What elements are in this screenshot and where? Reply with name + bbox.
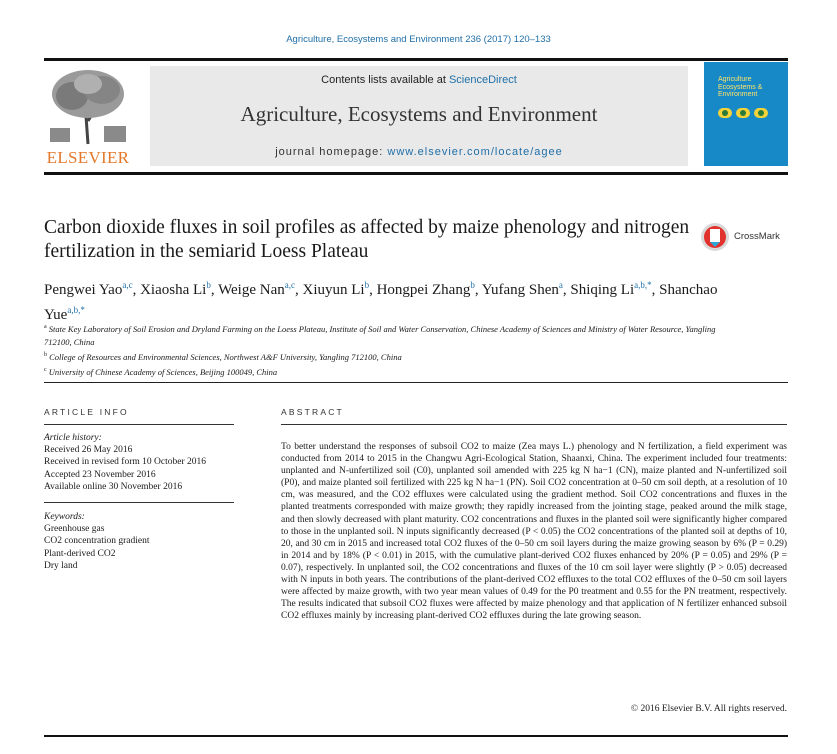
keywords-rule <box>44 502 234 503</box>
homepage-prefix: journal homepage: <box>275 146 388 158</box>
journal-banner <box>150 66 688 166</box>
article-title: Carbon dioxide fluxes in soil profiles as affected by maize phenology and nitrogen fertilization in the semiarid Loess Plateau <box>44 217 690 262</box>
publisher-wordmark: ELSEVIER <box>46 148 130 167</box>
journal-citation[interactable]: Agriculture, Ecosystems and Environment 236 (2017) 120–133 <box>286 34 551 45</box>
author[interactable]: Xiaosha Li$^b$ <box>140 280 211 298</box>
author[interactable]: Shanchao Yue$^{a,b,*}$ <box>44 282 718 323</box>
affiliation: $^c$ University of Chinese Academy of Sciences, Beijing 100049, China <box>44 366 278 377</box>
journal-cover-thumbnail[interactable] <box>704 62 788 166</box>
abstract-body: To better understand the responses of subsoil CO2 to maize (Zea mays L.) phenology and N fertilization, a field experiment was conducted from 2014 to 2015 in the Changwu Agri-Ecological Station, Shaanxi, China. The experiment included four treatments: unplanted and N-unfertilized soil (C0), unplanted soil amended with 225 kg N ha−1 (CN), maize planted and N-unfertilized soil (P0), and maize planted soil fertilized with 225 kg N ha−1 (PN). Soil CO2 concentration at 0–50 cm soil depth, at a resolution of 10 cm, was measured, and the CO2 effluxes were calculated using the gradient method. Soil CO2 concentrations and fluxes in the planted treatments corresponded with maize growth; they rapidly increased from the jointing stage, peaked around the milk stage, and then slowly decreased with plant maturity. CO2 concentrations and fluxes in the planted soil were significantly higher compared to those in the unplanted soil. N inputs significantly decreased (P < 0.05) the CO2 concentrations of the planted soil at depths of 10, 20, and 30 cm in 2015 and increased total CO2 fluxes of the 0–50 cm soil layers during the maize growing season by 6% (P = 0.29) in 2014 and by 18% (P < 0.01) in 2015, with the cumulative plant-derived CO2 fluxes enhanced by 20% (P = 0.05) and 29% (P = 0.07), respectively. In unplanted soil, the CO2 concentrations and fluxes of the 10 cm soil layer were slightly (P > 0.05) decreased with N inputs in both years. The contributions of the plant-derived CO2 effluxes to the total CO2 effluxes of the 0–50 cm soil layers were affected by maize growth, with two year mean values of 0.49 for the P0 treatment and 0.55 for the PN treatment, respectively. The results indicated that subsoil CO2 fluxes were affected by maize phenology and that application of N fertilizer enhanced subsoil CO2 effluxes mainly by increasing plant-derived CO2 effluxes during the late growing season. <box>281 442 787 622</box>
abstract-heading: ABSTRACT <box>281 407 344 417</box>
sciencedirect-link[interactable]: ScienceDirect <box>448 74 517 86</box>
history-item: Available online 30 November 2016 <box>44 481 183 492</box>
keyword[interactable]: Greenhouse gas <box>44 524 105 535</box>
journal-name[interactable]: Agriculture, Ecosystems and Environment <box>240 102 598 126</box>
article-info-rule <box>44 424 234 425</box>
affiliation: $^b$ College of Resources and Environmental Sciences, Northwest A&F University, Yangling 712100, China <box>44 351 402 362</box>
header-rule <box>44 58 788 61</box>
history-item: Received 26 May 2016 <box>44 445 133 456</box>
keywords-label: Keywords: <box>44 512 85 522</box>
history-item: Accepted 23 November 2016 <box>44 469 156 480</box>
author[interactable]: Yufang Shen$^a$ <box>481 280 563 298</box>
crossmark-button[interactable] <box>700 222 790 252</box>
author-list: Pengwei Yao$^{a,c}$, Xiaosha Li$^b$, Weige Nan$^{a,c}$, Xiuyun Li$^b$, Hongpei Zhang$^b$, Yufang Shen$^a$, Shiqing $Li^{a,b,*}$, Shanchao Yue$^{a,b,*}$ <box>44 280 718 323</box>
contents-line <box>150 74 688 86</box>
homepage-line <box>150 146 688 158</box>
author[interactable]: Pengwei Yao$^{a,c}$ <box>44 280 133 298</box>
author[interactable]: Hongpei Zhang$^b$ <box>376 280 475 298</box>
keyword[interactable]: CO2 concentration gradient <box>44 536 150 547</box>
keywords-block <box>44 511 234 572</box>
author[interactable]: Shiqing $Li^{a,b,*}$ <box>570 280 652 298</box>
history-item: Received in revised form 10 October 2016 <box>44 457 206 468</box>
cover-art-icon <box>704 62 788 166</box>
abstract-rule <box>281 424 787 425</box>
affiliations <box>44 321 734 378</box>
crossmark-icon <box>700 222 730 252</box>
page-bottom-rule <box>44 735 788 737</box>
author[interactable]: Weige Nan$^{a,c}$ <box>218 280 295 298</box>
copyright-notice: © 2016 Elsevier B.V. All rights reserved. <box>630 704 787 714</box>
keyword[interactable]: Dry land <box>44 560 78 571</box>
article-info-heading: ARTICLE INFO <box>44 407 129 417</box>
article-history <box>44 432 234 493</box>
section-divider <box>44 382 788 383</box>
header-bottom-rule <box>44 172 788 175</box>
elsevier-logo[interactable] <box>42 66 134 166</box>
cover-title: Agriculture Ecosystems & Environment <box>718 76 763 98</box>
keyword[interactable]: Plant-derived CO2 <box>44 548 116 559</box>
author[interactable]: Xiuyun Li$^b$ <box>302 280 370 298</box>
crossmark-label: CrossMark <box>734 231 780 242</box>
contents-prefix: Contents lists available at <box>321 74 449 86</box>
affiliation: $^a$ State Key Laboratory of Soil Erosion and Dryland Farming on the Loess Plateau, Institute of Soil and Water Conservation, Chinese Academy of Sciences and Ministry of Water Resource, Yangling 712100, China <box>44 323 716 347</box>
tree-icon <box>42 66 134 146</box>
homepage-link[interactable]: www.elsevier.com/locate/agee <box>387 146 563 158</box>
history-label: Article history: <box>44 433 102 443</box>
